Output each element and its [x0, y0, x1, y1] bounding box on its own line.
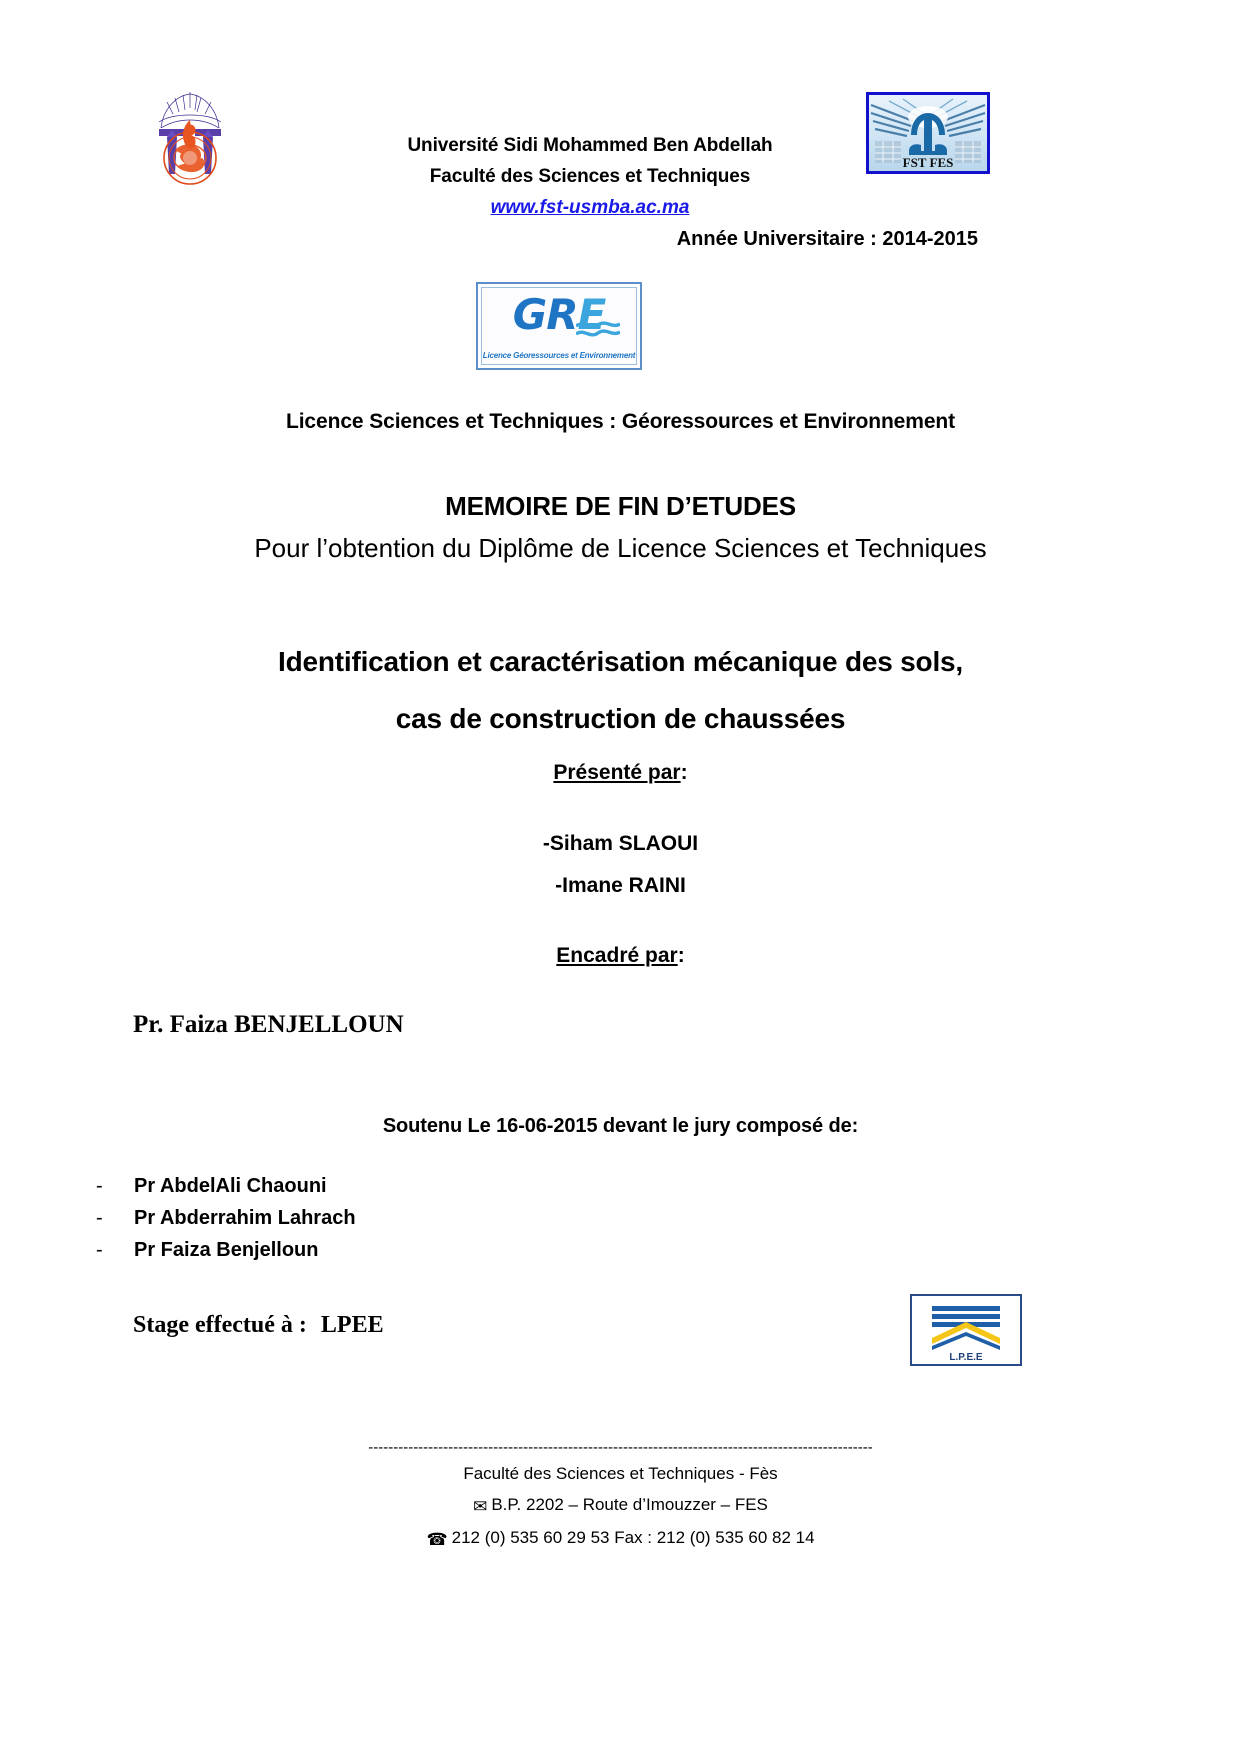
- phone-icon: ☎: [426, 1530, 448, 1549]
- jury-bullet: -: [96, 1239, 103, 1261]
- footer-institution: Faculté des Sciences et Techniques - Fès: [463, 1464, 778, 1483]
- fst-fes-logo-icon: [866, 92, 990, 174]
- internship-place: LPEE: [320, 1312, 384, 1338]
- supervised-by-label: Encadré par:: [556, 944, 685, 967]
- gre-program-logo: [476, 282, 642, 370]
- fst-logo-text: FST FES: [902, 155, 954, 170]
- jury-member-name: Pr Abderrahim Lahrach: [134, 1207, 356, 1229]
- gre-wave-icon: [576, 318, 620, 340]
- faculty-name: Faculté des Sciences et Techniques: [429, 166, 751, 187]
- degree-program-line: Licence Sciences et Techniques : Géoressources et Environnement: [285, 410, 956, 433]
- internship-line: [0, 1312, 1241, 1339]
- jury-member-row: [96, 1202, 1241, 1234]
- gre-subtitle: Licence Géoressources et Environnement: [482, 351, 636, 360]
- page-header: [0, 0, 1241, 250]
- page-footer: [0, 1438, 1241, 1555]
- thesis-title-line2: cas de construction de chaussées: [395, 703, 846, 734]
- footer-address: B.P. 2202 – Route d’Imouzzer – FES: [491, 1495, 768, 1514]
- presented-by-label: Présenté par:: [553, 761, 688, 784]
- jury-member-row: [96, 1170, 1241, 1202]
- author-name: -Siham SLAOUI: [542, 832, 699, 855]
- jury-member-row: [96, 1234, 1241, 1266]
- supervisor-name: Pr. Faiza BENJELLOUN: [133, 1011, 404, 1038]
- envelope-icon: ✉: [473, 1497, 488, 1516]
- thesis-title-line1: Identification et caractérisation mécanique des sols,: [278, 646, 963, 677]
- footer-phone-line: [0, 1522, 1241, 1555]
- internship-label: Stage effectué à :: [133, 1312, 307, 1338]
- academic-year: Année Universitaire : 2014-2015: [676, 228, 978, 250]
- defense-date-line: Soutenu Le 16-06-2015 devant le jury composé de:: [382, 1115, 859, 1137]
- gre-acronym: GRE: [512, 290, 606, 339]
- thesis-title: [0, 633, 1241, 747]
- author-name: -Imane RAINI: [555, 874, 686, 897]
- usmba-university-logo-icon: [145, 88, 235, 198]
- authors-list: [0, 823, 1241, 907]
- document-purpose: Pour l’obtention du Diplôme de Licence Sciences et Techniques: [254, 533, 987, 563]
- main-content: [0, 410, 1241, 1339]
- faculty-website-link[interactable]: www.fst-usmba.ac.ma: [490, 197, 690, 218]
- document-type-title: MEMOIRE DE FIN D’ETUDES: [445, 491, 796, 521]
- jury-members-list: [0, 1170, 1241, 1266]
- header-institution-block: [330, 130, 850, 223]
- footer-divider: -----------------------------------------------------------------------------------------------------: [368, 1439, 873, 1456]
- footer-address-line: [0, 1489, 1241, 1522]
- lpee-logo-text: L.P.E.E: [949, 1352, 983, 1363]
- jury-bullet: -: [96, 1175, 103, 1197]
- jury-member-name: Pr AbdelAli Chaouni: [134, 1175, 327, 1197]
- university-name: Université Sidi Mohammed Ben Abdellah: [407, 135, 773, 156]
- lpee-organization-logo-icon: [910, 1294, 1022, 1366]
- jury-member-name: Pr Faiza Benjelloun: [134, 1239, 319, 1261]
- footer-phone: 212 (0) 535 60 29 53 Fax : 212 (0) 535 60 82 14: [451, 1528, 815, 1547]
- jury-bullet: -: [96, 1207, 103, 1229]
